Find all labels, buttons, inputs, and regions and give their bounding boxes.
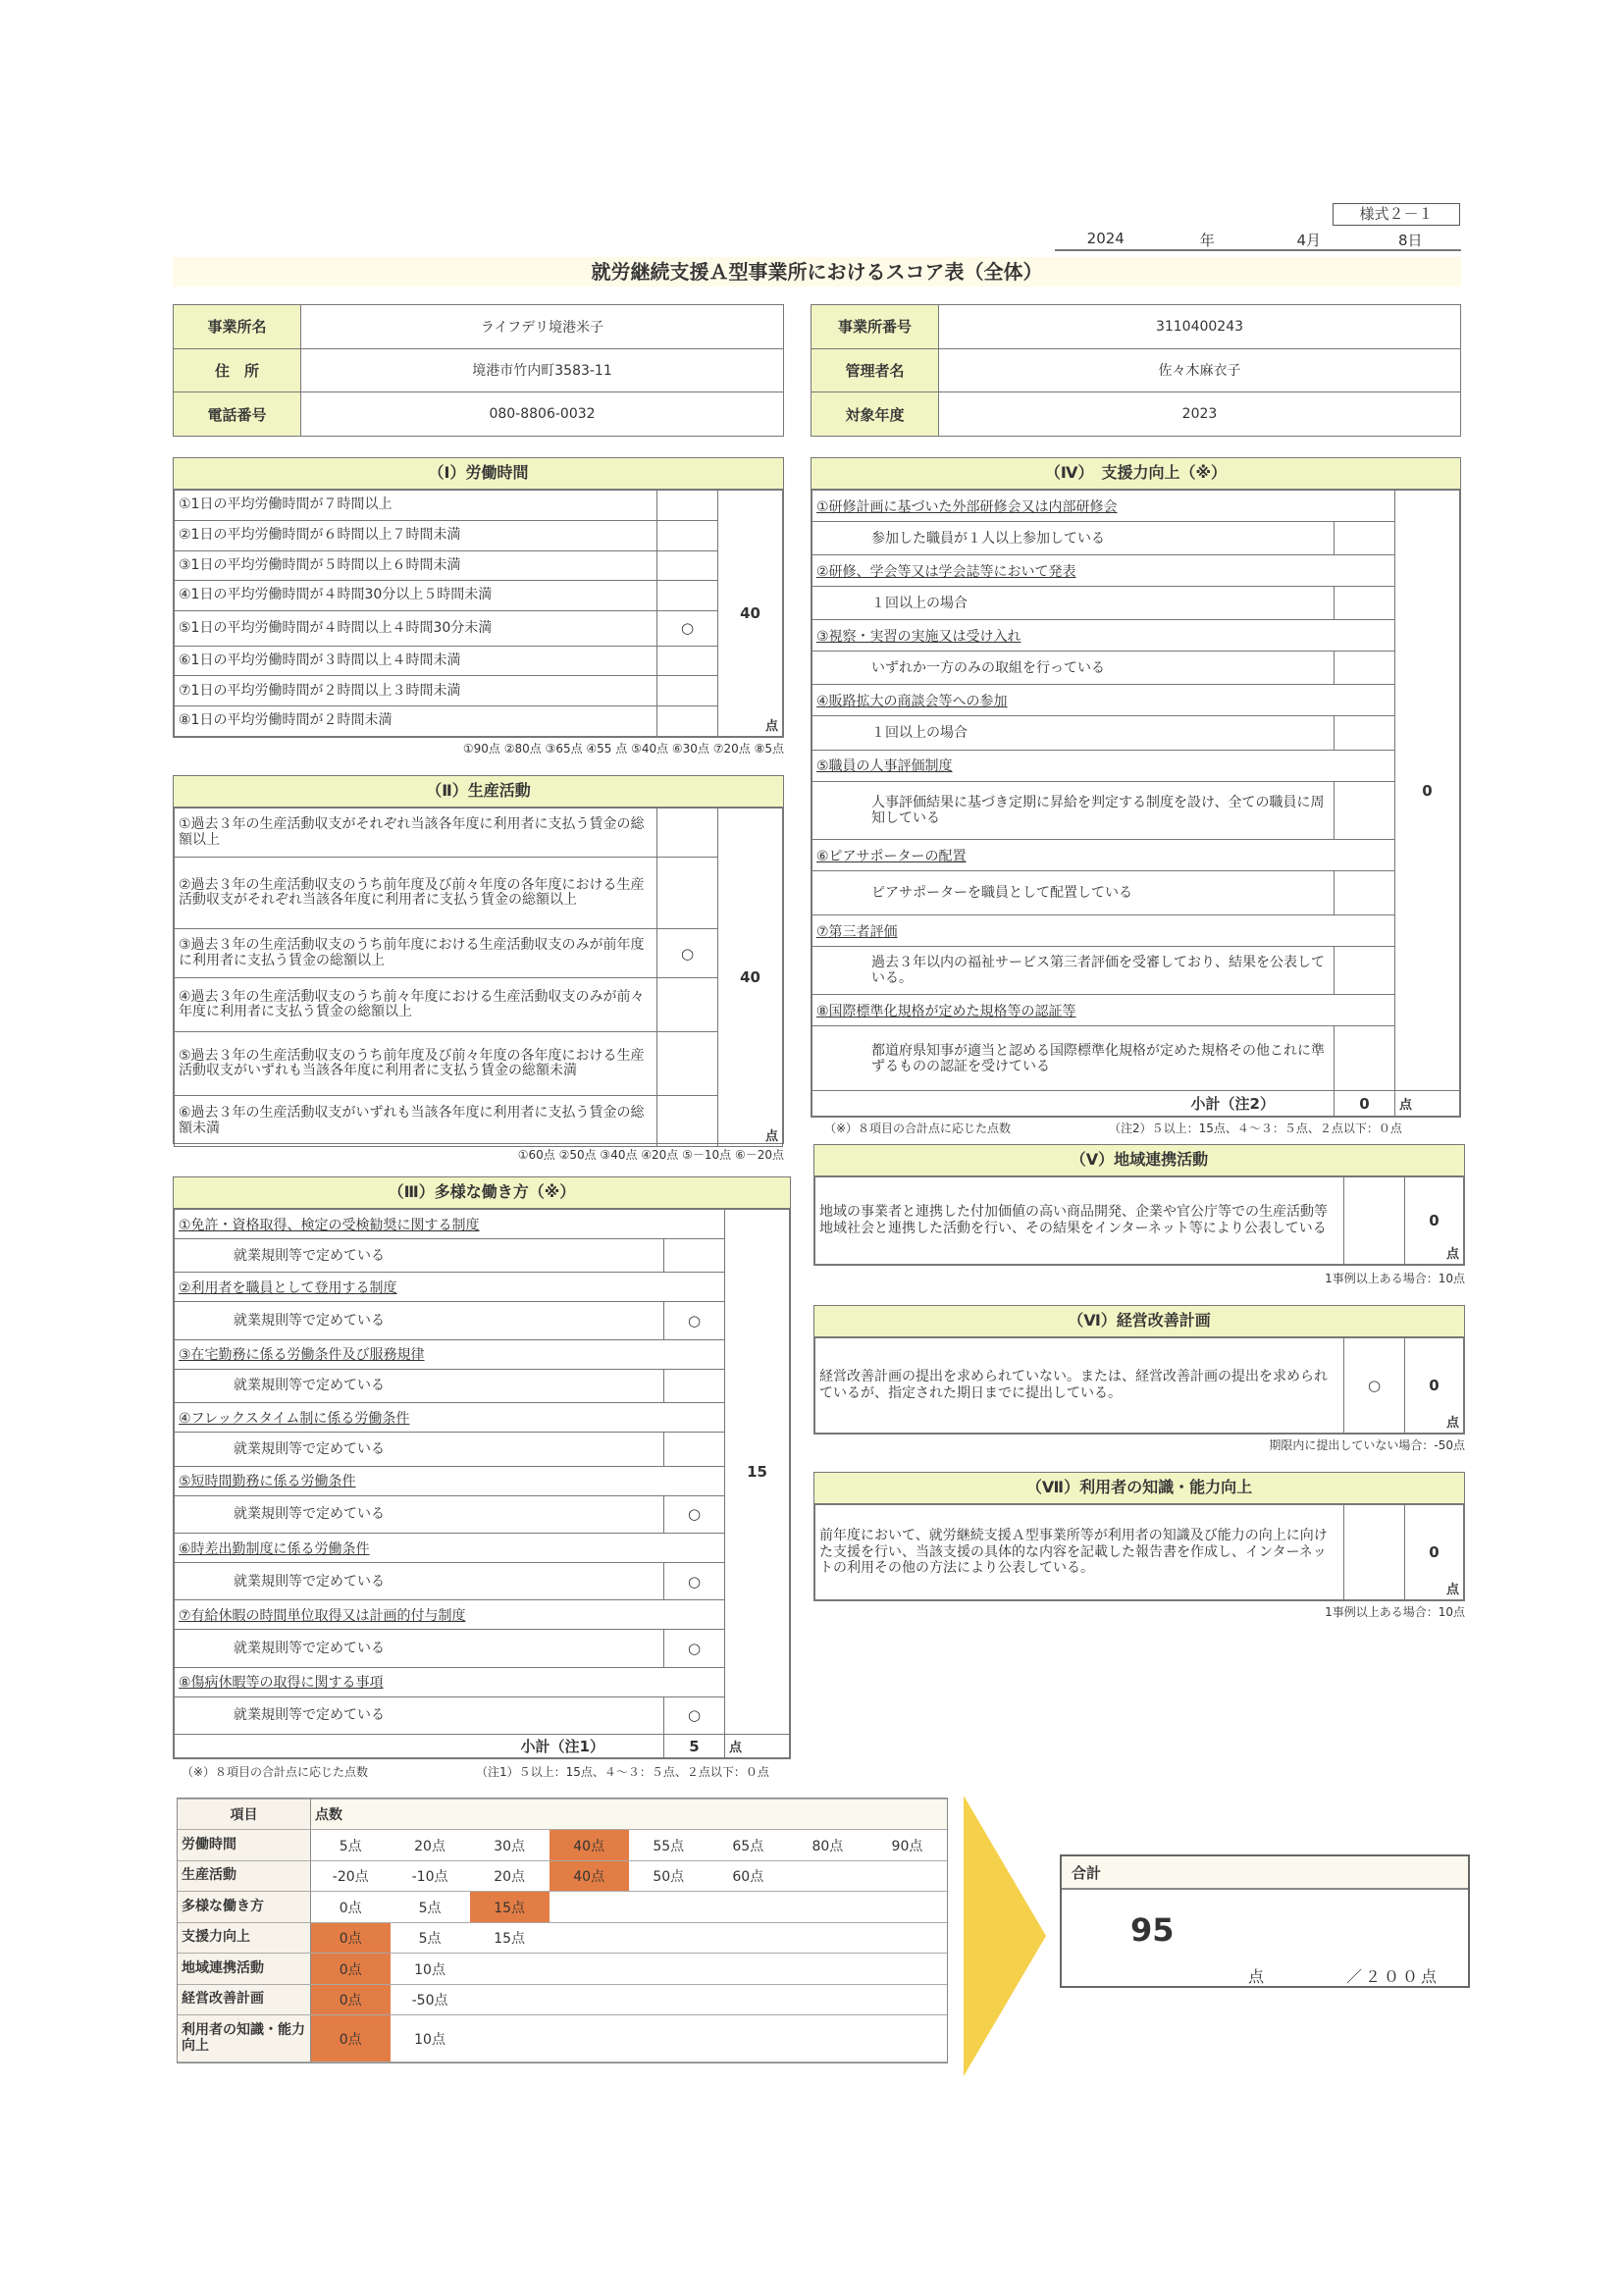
item-text: ⑥過去３年の生産活動収支がいずれも当該各年度に利用者に支払う賃金の総額未満 bbox=[175, 1096, 657, 1147]
summary-label: 多様な働き方 bbox=[178, 1892, 310, 1922]
section-3-note-right: （注1）５以上：15点、４〜３：５点、２点以下：０点 bbox=[476, 1765, 769, 1779]
score-value: 0 bbox=[1429, 1543, 1440, 1561]
summary-cell: 20点 bbox=[470, 1860, 550, 1891]
item-heading: ⑧傷病休暇等の取得に関する事項 bbox=[175, 1667, 725, 1696]
summary-label: 生産活動 bbox=[178, 1860, 310, 1891]
summary-cell bbox=[550, 1892, 629, 1922]
summary-cell bbox=[550, 1984, 629, 2014]
section-score bbox=[1405, 1505, 1464, 1600]
info-value: 3110400243 bbox=[939, 305, 1461, 349]
item-text: ⑤過去３年の生産活動収支のうち前年度及び前々年度の各年度における生産活動収支がいずれも当該各年度に利用者に支払う賃金の総額未満 bbox=[175, 1032, 657, 1096]
item-row bbox=[812, 522, 1460, 555]
summary-cell bbox=[788, 1922, 867, 1953]
section-table bbox=[814, 1176, 1464, 1265]
item-heading-row bbox=[175, 1339, 790, 1369]
summary-cell bbox=[708, 1954, 788, 1984]
subtotal-value: 0 bbox=[1335, 1091, 1395, 1117]
summary-cell bbox=[550, 2015, 629, 2062]
item-heading: ⑦第三者評価 bbox=[812, 915, 1395, 947]
summary-cell bbox=[708, 2015, 788, 2062]
summary-cell bbox=[788, 1954, 867, 1984]
section-4-note-right: （注2）５以上：15点、４〜３：５点、２点以下：０点 bbox=[1109, 1122, 1402, 1135]
item-heading-row bbox=[812, 555, 1460, 587]
checkbox-mark[interactable] bbox=[1335, 1026, 1395, 1091]
summary-label: 労働時間 bbox=[178, 1830, 310, 1860]
section-table bbox=[174, 808, 783, 1147]
summary-cell bbox=[708, 1922, 788, 1953]
summary-cell bbox=[867, 1922, 947, 1953]
item-row bbox=[175, 1302, 790, 1339]
item-text: １回以上の場合 bbox=[812, 587, 1335, 620]
table-row bbox=[175, 491, 783, 521]
item-heading-row bbox=[175, 1466, 790, 1495]
summary-cell: 5点 bbox=[391, 1922, 470, 1953]
summary-table bbox=[177, 1798, 948, 2063]
summary-cell bbox=[550, 1922, 629, 1953]
summary-cell: 0点 bbox=[310, 1954, 390, 1984]
summary-cell bbox=[629, 1984, 708, 2014]
item-row bbox=[812, 871, 1460, 915]
info-label: 対象年度 bbox=[812, 392, 939, 437]
section-5-note: 1事例以上ある場合：10点 bbox=[1325, 1272, 1465, 1285]
summary-cell: 0点 bbox=[310, 2015, 390, 2062]
subtotal-label: 小計（注2） bbox=[812, 1091, 1335, 1117]
section-7 bbox=[813, 1472, 1465, 1601]
checkbox-mark[interactable] bbox=[664, 1239, 725, 1273]
summary-row bbox=[178, 1892, 947, 1922]
item-heading-row bbox=[175, 1273, 790, 1302]
checkbox-mark[interactable] bbox=[664, 1433, 725, 1466]
section-table bbox=[174, 490, 783, 737]
info-value: 080-8806-0032 bbox=[301, 392, 784, 437]
date bbox=[1055, 230, 1461, 251]
summary-cell bbox=[470, 1954, 550, 1984]
summary-cell: 15点 bbox=[470, 1892, 550, 1922]
info-label: 住 所 bbox=[174, 348, 301, 392]
info-label: 事業所名 bbox=[174, 305, 301, 349]
info-label: 事業所番号 bbox=[812, 305, 939, 349]
summary-cell bbox=[470, 2015, 550, 2062]
summary-cell: 5点 bbox=[391, 1892, 470, 1922]
item-row bbox=[812, 947, 1460, 995]
summary-cell bbox=[629, 1922, 708, 1953]
col-points: 点数 bbox=[310, 1800, 947, 1830]
item-row bbox=[812, 587, 1460, 620]
section-title: （Ⅲ）多様な働き方（※） bbox=[174, 1177, 790, 1209]
item-text: ⑦1日の平均労働時間が２時間以上３時間未満 bbox=[175, 676, 657, 706]
section-5 bbox=[813, 1144, 1465, 1266]
info-row bbox=[812, 392, 1461, 437]
date-year: 2024 bbox=[1086, 230, 1125, 247]
item-text: 参加した職員が１人以上参加している bbox=[812, 522, 1335, 555]
summary-label: 経営改善計画 bbox=[178, 1984, 310, 2014]
summary-cell: 5点 bbox=[310, 1830, 390, 1860]
item-text: ③1日の平均労働時間が５時間以上６時間未満 bbox=[175, 550, 657, 581]
checkbox-mark[interactable] bbox=[657, 676, 718, 706]
total-max: ／２００点 bbox=[1346, 1967, 1440, 1986]
item-text: 就業規則等で定めている bbox=[175, 1302, 664, 1339]
item-row bbox=[175, 1630, 790, 1667]
item-text: 就業規則等で定めている bbox=[175, 1696, 664, 1734]
item-heading-row bbox=[812, 995, 1460, 1026]
page-title: 就労継続支援Ａ型事業所におけるスコア表（全体） bbox=[173, 257, 1461, 287]
item-heading: ①研修計画に基づいた外部研修会又は内部研修会 bbox=[812, 491, 1395, 522]
item-row bbox=[175, 1239, 790, 1273]
item-text: 就業規則等で定めている bbox=[175, 1239, 664, 1273]
table-row bbox=[175, 706, 783, 737]
score-unit: 点 bbox=[1445, 1247, 1459, 1262]
summary-cell: 40点 bbox=[550, 1860, 629, 1891]
summary-cell: 0点 bbox=[310, 1892, 390, 1922]
item-heading-row bbox=[175, 1534, 790, 1563]
checkbox-mark[interactable] bbox=[657, 491, 718, 521]
section-score bbox=[1405, 1177, 1464, 1265]
item-heading: ⑥時差出勤制度に係る労働条件 bbox=[175, 1534, 725, 1563]
checkbox-mark[interactable] bbox=[657, 1032, 718, 1096]
score-unit: 点 bbox=[1445, 1583, 1459, 1597]
date-year-unit: 年 bbox=[1199, 232, 1215, 249]
item-text: 就業規則等で定めている bbox=[175, 1369, 664, 1402]
info-row bbox=[174, 392, 784, 437]
checkbox-mark[interactable] bbox=[657, 581, 718, 611]
section-2-note: ①60点 ②50点 ③40点 ④20点 ⑤－10点 ⑥－20点 bbox=[517, 1148, 784, 1162]
form-number: 様式２－１ bbox=[1333, 203, 1460, 226]
item-row bbox=[175, 1433, 790, 1466]
summary-cell bbox=[788, 1984, 867, 2014]
checkbox-mark[interactable] bbox=[1335, 947, 1395, 995]
info-label: 電話番号 bbox=[174, 392, 301, 437]
item-heading: ④販路拡大の商談会等への参加 bbox=[812, 685, 1395, 716]
total-box bbox=[1060, 1854, 1470, 1988]
item-heading-row bbox=[175, 1403, 790, 1433]
section-score bbox=[1405, 1338, 1464, 1434]
info-right bbox=[811, 304, 1461, 437]
item-text: 都道府県知事が適当と認める国際標準化規格が定めた規格その他これに準ずるものの認証を受けている bbox=[812, 1026, 1335, 1091]
summary-row bbox=[178, 1922, 947, 1953]
item-row bbox=[175, 1495, 790, 1533]
section-title: （Ⅶ）利用者の知識・能力向上 bbox=[814, 1473, 1464, 1504]
checkbox-mark[interactable] bbox=[657, 706, 718, 737]
item-text: 前年度において、就労継続支援Ａ型事業所等が利用者の知識及び能力の向上に向けた支援を行い、当該支援の具体的な内容を記載した報告書を作成し、インターネットの利用その他の方法により公表している。 bbox=[815, 1505, 1344, 1600]
item-text: 経営改善計画の提出を求められていない。または、経営改善計画の提出を求められているが、指定された期日までに提出している。 bbox=[815, 1338, 1344, 1434]
summary-cell: 55点 bbox=[629, 1830, 708, 1860]
checkbox-mark[interactable]: ○ bbox=[664, 1302, 725, 1339]
item-row bbox=[175, 1563, 790, 1600]
checkbox-mark[interactable]: ○ bbox=[1344, 1338, 1405, 1434]
table-row bbox=[175, 1032, 783, 1096]
summary-row bbox=[178, 2015, 947, 2062]
total-unit: 点 bbox=[1248, 1967, 1265, 1986]
item-text: ②1日の平均労働時間が６時間以上７時間未満 bbox=[175, 520, 657, 550]
section-4-support bbox=[811, 457, 1461, 1118]
summary-row bbox=[178, 1984, 947, 2014]
item-text: 人事評価結果に基づき定期に昇給を判定する制度を設け、全ての職員に周知している bbox=[812, 781, 1335, 840]
summary-cell bbox=[867, 1984, 947, 2014]
table-row bbox=[175, 1096, 783, 1147]
summary-cell bbox=[708, 1984, 788, 2014]
summary-header bbox=[178, 1800, 947, 1830]
section-title: （Ⅰ）労働時間 bbox=[174, 458, 783, 490]
checkbox-mark[interactable] bbox=[657, 520, 718, 550]
info-row bbox=[174, 305, 784, 349]
item-text: ②過去３年の生産活動収支のうち前年度及び前々年度の各年度における生産活動収支がそれぞれ当該各年度に利用者に支払う賃金の総額以上 bbox=[175, 858, 657, 929]
item-heading-row bbox=[175, 1600, 790, 1630]
section-1-note: ①90点 ②80点 ③65点 ④55 点 ⑤40点 ⑥30点 ⑦20点 ⑧5点 bbox=[462, 742, 784, 756]
table-row bbox=[175, 858, 783, 929]
summary-cell: 65点 bbox=[708, 1830, 788, 1860]
item-heading: ⑦有給休暇の時間単位取得又は計画的付与制度 bbox=[175, 1600, 725, 1630]
section-title: （Ⅴ）地域連携活動 bbox=[814, 1145, 1464, 1176]
section-table bbox=[174, 1209, 790, 1758]
checkbox-mark[interactable]: ○ bbox=[664, 1630, 725, 1667]
item-text: 就業規則等で定めている bbox=[175, 1433, 664, 1466]
section-table bbox=[812, 490, 1460, 1117]
summary-cell bbox=[629, 1954, 708, 1984]
item-row bbox=[812, 652, 1460, 685]
item-text: ①過去３年の生産活動収支がそれぞれ当該各年度に利用者に支払う賃金の総額以上 bbox=[175, 809, 657, 858]
summary-cell bbox=[629, 1892, 708, 1922]
item-row bbox=[175, 1696, 790, 1734]
summary-cell bbox=[788, 2015, 867, 2062]
item-row bbox=[812, 781, 1460, 840]
subtotal-unit: 点 bbox=[725, 1735, 790, 1758]
section-6-note: 期限内に提出していない場合：-50点 bbox=[1269, 1438, 1465, 1452]
item-heading-row bbox=[175, 1210, 790, 1239]
summary-cell: 60点 bbox=[708, 1860, 788, 1891]
checkbox-mark[interactable]: ○ bbox=[664, 1563, 725, 1600]
checkbox-mark[interactable] bbox=[1335, 587, 1395, 620]
summary-cell: 20点 bbox=[391, 1830, 470, 1860]
table-row bbox=[175, 929, 783, 978]
checkbox-mark[interactable]: ○ bbox=[664, 1495, 725, 1533]
item-heading: ②利用者を職員として登用する制度 bbox=[175, 1273, 725, 1302]
item-heading-row bbox=[812, 685, 1460, 716]
score-unit: 点 bbox=[764, 1129, 778, 1144]
item-text: ⑤1日の平均労働時間が４時間以上４時間30分未満 bbox=[175, 611, 657, 647]
checkbox-mark[interactable]: ○ bbox=[657, 929, 718, 978]
summary-cell: -20点 bbox=[310, 1860, 390, 1891]
summary-label: 地域連携活動 bbox=[178, 1954, 310, 1984]
section-6 bbox=[813, 1305, 1465, 1435]
section-4-note-left: （※）８項目の合計点に応じた点数 bbox=[824, 1122, 1012, 1135]
item-row bbox=[812, 716, 1460, 750]
checkbox-mark[interactable] bbox=[657, 550, 718, 581]
table-row bbox=[175, 581, 783, 611]
summary-row bbox=[178, 1954, 947, 1984]
score-unit: 点 bbox=[764, 719, 778, 734]
section-3-note-left: （※）８項目の合計点に応じた点数 bbox=[182, 1765, 369, 1779]
section-score: 0 bbox=[1395, 491, 1460, 1091]
table-row bbox=[175, 520, 783, 550]
checkbox-mark[interactable] bbox=[657, 858, 718, 929]
summary-cell bbox=[867, 1892, 947, 1922]
summary-cell: -10点 bbox=[391, 1860, 470, 1891]
summary-cell: 50点 bbox=[629, 1860, 708, 1891]
item-heading: ②研修、学会等又は学会誌等において発表 bbox=[812, 555, 1395, 587]
summary-cell bbox=[867, 2015, 947, 2062]
total-value: 95 bbox=[1130, 1911, 1175, 1949]
summary-cell bbox=[788, 1892, 867, 1922]
checkbox-mark[interactable]: ○ bbox=[657, 611, 718, 647]
section-7-note: 1事例以上ある場合：10点 bbox=[1325, 1605, 1465, 1619]
item-heading-row bbox=[812, 491, 1460, 522]
info-value: 佐々木麻衣子 bbox=[939, 348, 1461, 392]
summary-cell: 15点 bbox=[470, 1922, 550, 1953]
summary-cell: 0点 bbox=[310, 1922, 390, 1953]
summary-cell: -50点 bbox=[391, 1984, 470, 2014]
col-item: 項目 bbox=[178, 1800, 310, 1830]
item-text: ⑥1日の平均労働時間が３時間以上４時間未満 bbox=[175, 646, 657, 676]
checkbox-mark[interactable] bbox=[657, 1096, 718, 1147]
summary-cell: 0点 bbox=[310, 1984, 390, 2014]
total-label: 合計 bbox=[1062, 1856, 1468, 1890]
item-row bbox=[815, 1177, 1464, 1265]
table-row bbox=[175, 809, 783, 858]
item-heading: ③視察・実習の実施又は受け入れ bbox=[812, 620, 1395, 652]
item-text: 就業規則等で定めている bbox=[175, 1495, 664, 1533]
summary-cell: 30点 bbox=[470, 1830, 550, 1860]
summary-cell bbox=[629, 2015, 708, 2062]
summary-cell: 80点 bbox=[788, 1830, 867, 1860]
info-value: 境港市竹内町3583-11 bbox=[301, 348, 784, 392]
checkbox-mark[interactable] bbox=[1335, 716, 1395, 750]
item-row bbox=[812, 1026, 1460, 1091]
info-label: 管理者名 bbox=[812, 348, 939, 392]
item-text: いずれか一方のみの取組を行っている bbox=[812, 652, 1335, 685]
info-left bbox=[173, 304, 784, 437]
score-value: 40 bbox=[740, 968, 760, 986]
summary-label: 支援力向上 bbox=[178, 1922, 310, 1953]
item-heading-row bbox=[812, 620, 1460, 652]
item-row bbox=[175, 1369, 790, 1402]
item-heading: ⑥ピアサポーターの配置 bbox=[812, 840, 1395, 871]
score-value: 0 bbox=[1429, 1377, 1440, 1394]
item-text: ピアサポーターを職員として配置している bbox=[812, 871, 1335, 915]
item-text: １回以上の場合 bbox=[812, 716, 1335, 750]
section-title: （Ⅵ）経営改善計画 bbox=[814, 1306, 1464, 1337]
info-row bbox=[812, 348, 1461, 392]
checkbox-mark[interactable] bbox=[1335, 522, 1395, 555]
subtotal-row bbox=[175, 1735, 790, 1758]
summary-cell bbox=[708, 1892, 788, 1922]
summary-cell: 10点 bbox=[391, 2015, 470, 2062]
summary-row bbox=[178, 1830, 947, 1860]
item-heading: ①免許・資格取得、検定の受検勧奨に関する制度 bbox=[175, 1210, 725, 1239]
item-heading: ④フレックスタイム制に係る労働条件 bbox=[175, 1403, 725, 1433]
item-heading: ⑤短時間勤務に係る労働条件 bbox=[175, 1466, 725, 1495]
item-heading-row bbox=[812, 750, 1460, 781]
summary-cell bbox=[788, 1860, 867, 1891]
subtotal-unit: 点 bbox=[1395, 1091, 1460, 1117]
section-score: 15 bbox=[725, 1210, 790, 1735]
checkbox-mark[interactable] bbox=[657, 809, 718, 858]
info-row bbox=[812, 305, 1461, 349]
checkbox-mark[interactable] bbox=[657, 646, 718, 676]
section-title: （Ⅳ） 支援力向上（※） bbox=[812, 458, 1460, 490]
item-heading: ⑧国際標準化規格が定めた規格等の認証等 bbox=[812, 995, 1395, 1026]
item-text: ①1日の平均労働時間が７時間以上 bbox=[175, 491, 657, 521]
table-row bbox=[175, 978, 783, 1032]
section-table bbox=[814, 1337, 1464, 1434]
checkbox-mark[interactable] bbox=[1344, 1177, 1405, 1265]
item-text: 地域の事業者と連携した付加価値の高い商品開発、企業や官公庁等での生産活動等地域社会と連携した活動を行い、その結果をインターネット等により公表している bbox=[815, 1177, 1344, 1265]
score-unit: 点 bbox=[1445, 1416, 1459, 1431]
section-score bbox=[718, 809, 783, 1147]
summary-cell bbox=[867, 1860, 947, 1891]
checkbox-mark[interactable] bbox=[1335, 781, 1395, 840]
subtotal-row bbox=[812, 1091, 1460, 1117]
section-title: （Ⅱ）生産活動 bbox=[174, 776, 783, 808]
checkbox-mark[interactable] bbox=[657, 978, 718, 1032]
checkbox-mark[interactable]: ○ bbox=[664, 1696, 725, 1734]
summary-label: 利用者の知識・能力向上 bbox=[178, 2015, 310, 2062]
section-score bbox=[718, 491, 783, 737]
item-text: ③過去３年の生産活動収支のうち前年度における生産活動収支のみが前年度に利用者に支払う賃金の総額以上 bbox=[175, 929, 657, 978]
item-heading-row bbox=[812, 840, 1460, 871]
summary-cell bbox=[550, 1954, 629, 1984]
checkbox-mark[interactable] bbox=[1335, 652, 1395, 685]
checkbox-mark[interactable] bbox=[1335, 871, 1395, 915]
table-row bbox=[175, 646, 783, 676]
checkbox-mark[interactable] bbox=[1344, 1505, 1405, 1600]
item-heading: ⑤職員の人事評価制度 bbox=[812, 750, 1395, 781]
section-2-production bbox=[173, 775, 784, 1144]
score-value: 40 bbox=[740, 604, 760, 622]
item-row bbox=[815, 1338, 1464, 1434]
item-heading: ③在宅勤務に係る労働条件及び服務規律 bbox=[175, 1339, 725, 1369]
section-3-diverse-work bbox=[173, 1176, 791, 1759]
checkbox-mark[interactable] bbox=[664, 1369, 725, 1402]
date-month: 4月 bbox=[1296, 232, 1322, 249]
item-text: 就業規則等で定めている bbox=[175, 1563, 664, 1600]
date-day: 8日 bbox=[1397, 232, 1423, 249]
item-text: 就業規則等で定めている bbox=[175, 1630, 664, 1667]
score-value: 0 bbox=[1429, 1212, 1440, 1229]
item-text: ⑧1日の平均労働時間が２時間未満 bbox=[175, 706, 657, 737]
table-row bbox=[175, 611, 783, 647]
table-row bbox=[175, 676, 783, 706]
table-row bbox=[175, 550, 783, 581]
summary-cell: 90点 bbox=[867, 1830, 947, 1860]
summary-cell: 40点 bbox=[550, 1830, 629, 1860]
summary-cell: 10点 bbox=[391, 1954, 470, 1984]
summary-cell bbox=[470, 1984, 550, 2014]
item-text: 過去３年以内の福祉サービス第三者評価を受審しており、結果を公表している。 bbox=[812, 947, 1335, 995]
info-value: ライフデリ境港米子 bbox=[301, 305, 784, 349]
item-row bbox=[815, 1505, 1464, 1600]
info-row bbox=[174, 348, 784, 392]
summary-cell bbox=[867, 1954, 947, 1984]
subtotal-value: 5 bbox=[664, 1735, 725, 1758]
item-text: ④過去３年の生産活動収支のうち前々年度における生産活動収支のみが前々年度に利用者に支払う賃金の総額以上 bbox=[175, 978, 657, 1032]
subtotal-label: 小計（注1） bbox=[175, 1735, 664, 1758]
item-text: ④1日の平均労働時間が４時間30分以上５時間未満 bbox=[175, 581, 657, 611]
item-heading-row bbox=[812, 915, 1460, 947]
summary-row bbox=[178, 1860, 947, 1891]
arrow-icon bbox=[964, 1796, 1052, 2076]
section-1-working-hours bbox=[173, 457, 784, 738]
info-value: 2023 bbox=[939, 392, 1461, 437]
item-heading-row bbox=[175, 1667, 790, 1696]
section-table bbox=[814, 1504, 1464, 1600]
